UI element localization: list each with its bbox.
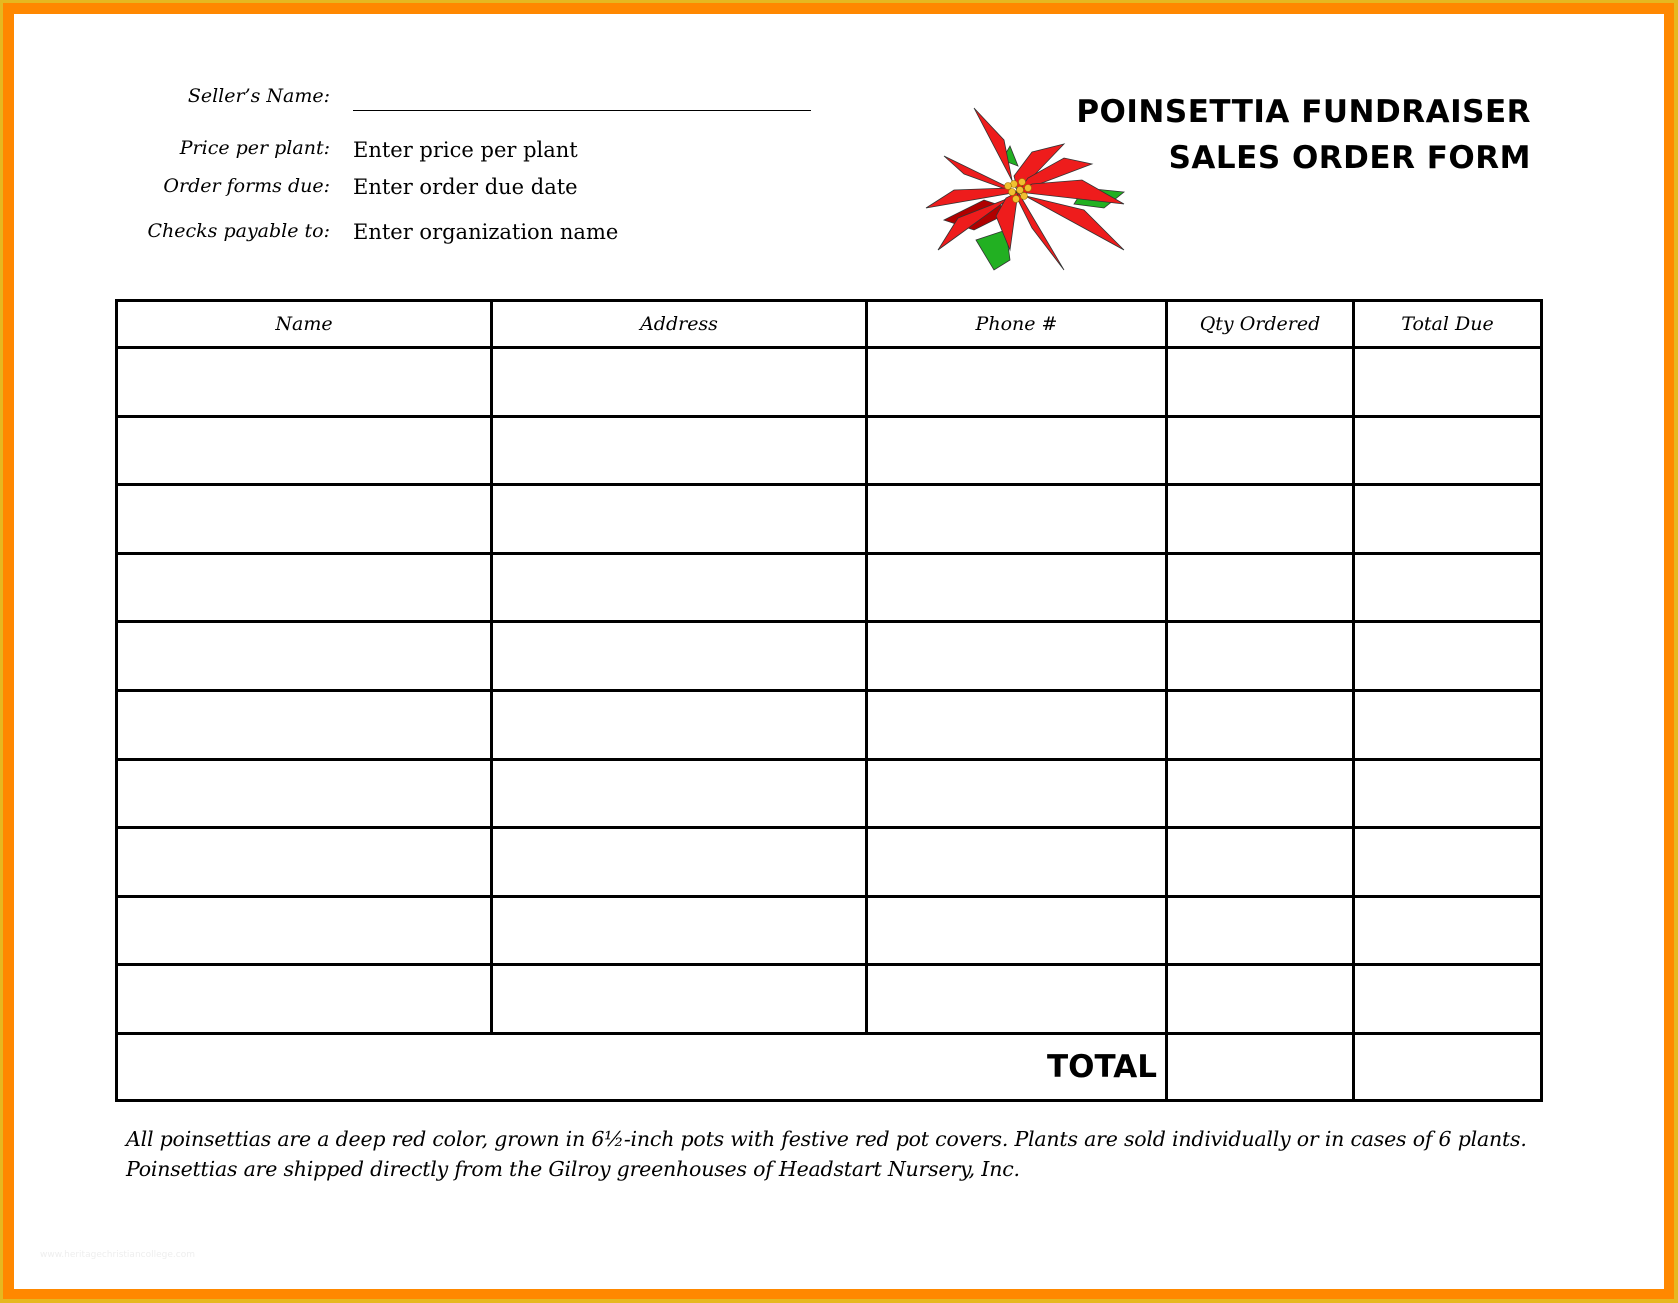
- phone-cell[interactable]: [867, 622, 1167, 691]
- total-due-cell[interactable]: [1354, 965, 1542, 1034]
- address-cell[interactable]: [492, 896, 867, 965]
- total-due-cell[interactable]: [1354, 348, 1542, 417]
- table-row: [117, 622, 1542, 691]
- seller-name-field[interactable]: [353, 110, 811, 111]
- phone-cell[interactable]: [867, 690, 1167, 759]
- name-cell[interactable]: [117, 690, 492, 759]
- name-cell[interactable]: [117, 553, 492, 622]
- name-cell[interactable]: [117, 348, 492, 417]
- price-per-plant-label: Price per plant:: [179, 137, 330, 159]
- address-cell[interactable]: [492, 416, 867, 485]
- checks-payable-label: Checks payable to:: [147, 220, 330, 242]
- orders-table: [115, 299, 1543, 1102]
- table-row: [117, 759, 1542, 828]
- qty-cell[interactable]: [1167, 553, 1354, 622]
- qty-cell[interactable]: [1167, 759, 1354, 828]
- total-due-cell[interactable]: [1354, 896, 1542, 965]
- table-row: [117, 965, 1542, 1034]
- phone-cell[interactable]: [867, 759, 1167, 828]
- phone-cell[interactable]: [867, 553, 1167, 622]
- name-cell[interactable]: [117, 828, 492, 897]
- name-cell[interactable]: [117, 896, 492, 965]
- qty-cell[interactable]: [1167, 965, 1354, 1034]
- total-due-cell[interactable]: [1354, 622, 1542, 691]
- column-header-total-due: Total Due: [1354, 301, 1542, 348]
- qty-cell[interactable]: [1167, 622, 1354, 691]
- total-due-cell[interactable]: [1354, 759, 1542, 828]
- table-row: [117, 690, 1542, 759]
- order-forms-due-label: Order forms due:: [163, 175, 330, 197]
- table-row: [117, 416, 1542, 485]
- name-cell[interactable]: [117, 965, 492, 1034]
- checks-payable-value[interactable]: Enter organization name: [353, 220, 619, 244]
- total-due-cell[interactable]: [1354, 690, 1542, 759]
- price-per-plant-value[interactable]: Enter price per plant: [353, 138, 578, 162]
- qty-cell[interactable]: [1167, 416, 1354, 485]
- column-header-phone: Phone #: [867, 301, 1167, 348]
- address-cell[interactable]: [492, 828, 867, 897]
- name-cell[interactable]: [117, 485, 492, 554]
- total-due-cell[interactable]: [1354, 416, 1542, 485]
- column-header-name: Name: [117, 301, 492, 348]
- address-cell[interactable]: [492, 348, 867, 417]
- name-cell[interactable]: [117, 416, 492, 485]
- qty-cell[interactable]: [1167, 828, 1354, 897]
- phone-cell[interactable]: [867, 416, 1167, 485]
- address-cell[interactable]: [492, 622, 867, 691]
- total-due-cell[interactable]: [1354, 485, 1542, 554]
- table-row: [117, 828, 1542, 897]
- address-cell[interactable]: [492, 759, 867, 828]
- footer-line-1: All poinsettias are a deep red color, grown in 6½-inch pots with festive red pot covers. Plants are sold individually or in cases of 6 plants.: [126, 1127, 1527, 1151]
- form-title-line2: SALES ORDER FORM: [1168, 140, 1531, 176]
- qty-cell[interactable]: [1167, 348, 1354, 417]
- qty-cell[interactable]: [1167, 485, 1354, 554]
- name-cell[interactable]: [117, 622, 492, 691]
- phone-cell[interactable]: [867, 485, 1167, 554]
- table-row: [117, 896, 1542, 965]
- footer-note: [126, 1124, 1566, 1184]
- phone-cell[interactable]: [867, 896, 1167, 965]
- total-qty-cell[interactable]: [1167, 1033, 1354, 1100]
- watermark: www.heritagechristiancollege.com: [40, 1250, 195, 1260]
- table-row: [117, 485, 1542, 554]
- total-due-cell[interactable]: [1354, 553, 1542, 622]
- column-header-qty-ordered: Qty Ordered: [1167, 301, 1354, 348]
- order-form-page: [14, 14, 1664, 1289]
- seller-name-label: Seller’s Name:: [187, 85, 330, 107]
- form-title-line1: POINSETTIA FUNDRAISER: [1076, 94, 1531, 130]
- total-row: [117, 1033, 1542, 1100]
- address-cell[interactable]: [492, 485, 867, 554]
- qty-cell[interactable]: [1167, 896, 1354, 965]
- name-cell[interactable]: [117, 759, 492, 828]
- qty-cell[interactable]: [1167, 690, 1354, 759]
- phone-cell[interactable]: [867, 965, 1167, 1034]
- phone-cell[interactable]: [867, 828, 1167, 897]
- table-row: [117, 553, 1542, 622]
- total-label: TOTAL: [117, 1033, 1167, 1100]
- footer-line-2: Poinsettias are shipped directly from the Gilroy greenhouses of Headstart Nursery, Inc.: [126, 1157, 1020, 1181]
- table-header-row: [117, 301, 1542, 348]
- order-forms-due-value[interactable]: Enter order due date: [353, 175, 578, 199]
- total-due-cell[interactable]: [1354, 828, 1542, 897]
- address-cell[interactable]: [492, 690, 867, 759]
- address-cell[interactable]: [492, 965, 867, 1034]
- total-due-sum-cell[interactable]: [1354, 1033, 1542, 1100]
- table-row: [117, 348, 1542, 417]
- address-cell[interactable]: [492, 553, 867, 622]
- phone-cell[interactable]: [867, 348, 1167, 417]
- column-header-address: Address: [492, 301, 867, 348]
